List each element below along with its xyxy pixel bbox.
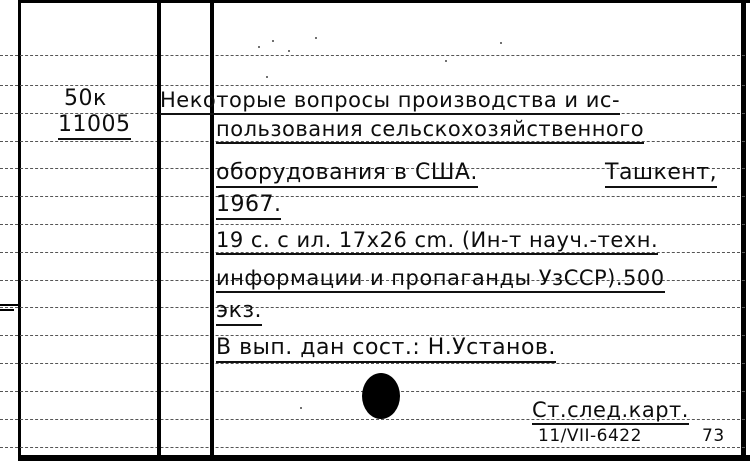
- ruled-line: [0, 224, 745, 225]
- speck: [272, 40, 274, 42]
- margin-line-right: [210, 0, 214, 461]
- title-line-3: оборудования в США.: [216, 160, 478, 188]
- ruled-line: [0, 85, 745, 86]
- stamp-code: 11/VII-6422: [538, 426, 642, 446]
- speck: [445, 60, 447, 62]
- physical-description-3: экз.: [216, 298, 262, 326]
- stamp-number: 73: [702, 426, 725, 446]
- call-number: 11005: [58, 112, 131, 140]
- ruled-line: [0, 363, 745, 364]
- speck: [288, 50, 290, 52]
- punch-hole: [362, 373, 400, 419]
- speck: [266, 76, 268, 78]
- see-next-card: Ст.след.карт.: [532, 398, 689, 425]
- ruled-line: [0, 447, 745, 448]
- edge-mark: [0, 304, 20, 306]
- compiler-note: В вып. дан сост.: Н.Установ.: [216, 335, 556, 363]
- edge-mark: [0, 309, 14, 311]
- speck: [258, 46, 260, 48]
- ruled-line: [0, 196, 745, 197]
- ruled-line: [0, 307, 745, 308]
- card-border-bottom: [18, 455, 750, 461]
- title-line-1: Некоторые вопросы производства и ис-: [160, 88, 620, 115]
- ruled-line: [0, 55, 745, 56]
- shelf-mark: 50к: [64, 86, 107, 111]
- title-line-2: пользования сельскохозяйственного: [216, 117, 644, 144]
- speck: [315, 37, 317, 39]
- card-border-top: [18, 0, 750, 3]
- margin-line-left: [157, 0, 161, 461]
- publication-year: 1967.: [216, 192, 281, 220]
- publication-place: Ташкент,: [605, 160, 717, 188]
- speck: [500, 42, 502, 44]
- speck: [300, 407, 302, 409]
- physical-description-2: информации и пропаганды УзССР).500: [216, 266, 665, 293]
- physical-description-1: 19 с. с ил. 17x26 cm. (Ин-т науч.-техн.: [216, 228, 658, 255]
